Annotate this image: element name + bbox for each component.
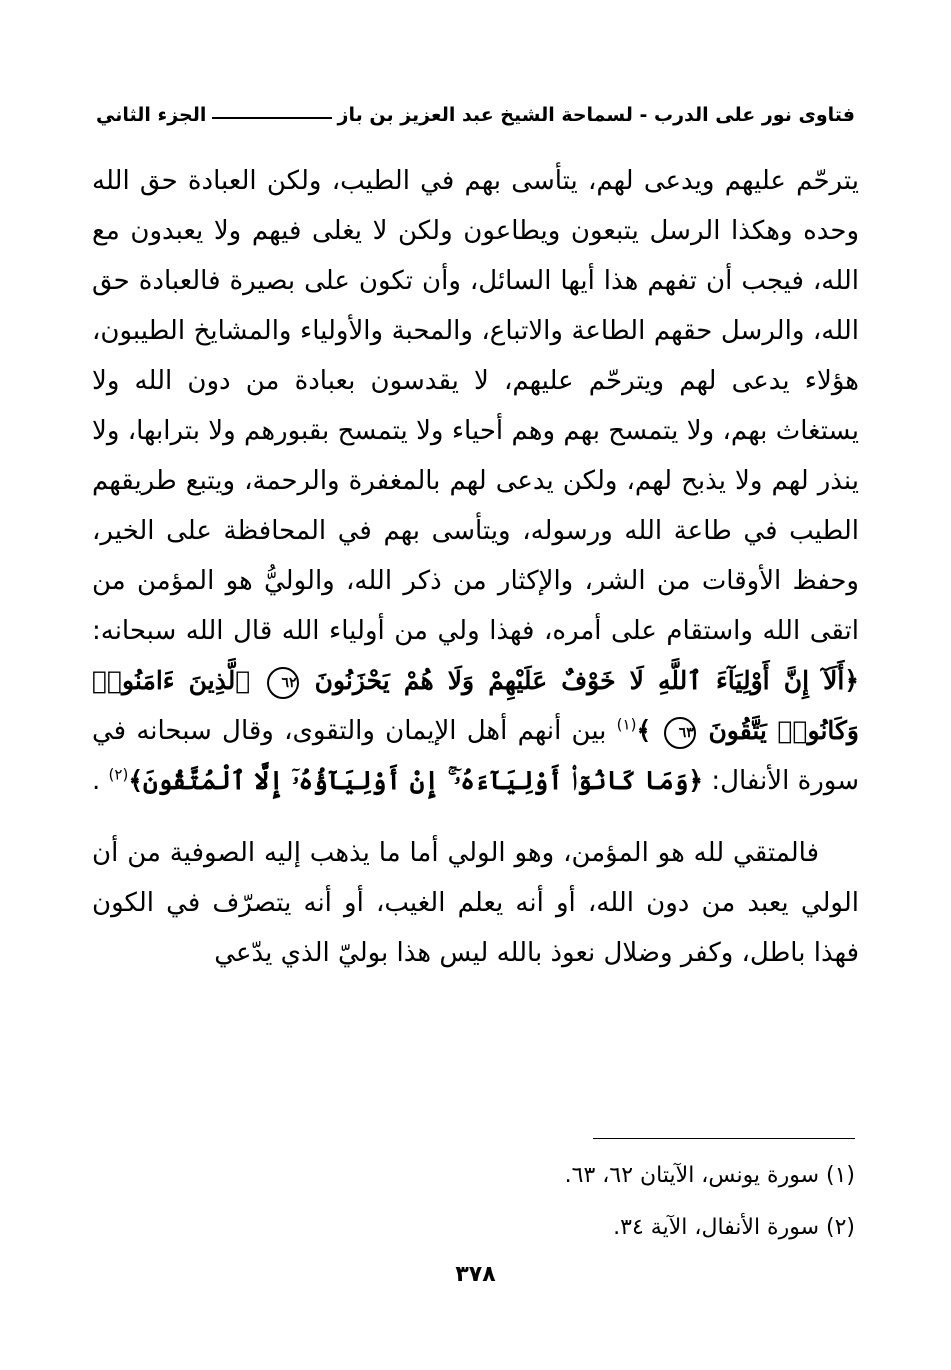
quran-verse-anfal: ﴿وَمَا كَانُوٓا۟ أَوْلِيَآءَهُۥٓ ۚ إِنْ أَوْلِيَآؤُهُۥٓ إِلَّا ٱلْمُتَّقُونَ﴾	[128, 766, 704, 795]
running-header	[96, 98, 855, 132]
footnote-ref-2: (٢)	[108, 765, 129, 784]
paragraph-2: فالمتقي لله هو المؤمن، وهو الولي أما ما يذهب إليه الصوفية من أن الولي يعبد من دون الله، أو أنه يعلم الغيب، أو أنه يتصرّف في الكون فهذا باطل، وكفر وضلال نعوذ بالله ليس هذا بوليّ الذي يدّعي	[92, 838, 859, 968]
quran-close-bracket: ﴾	[636, 716, 652, 745]
header-volume: الجزء الثاني	[96, 104, 207, 126]
paragraph-1-end: .	[92, 766, 101, 796]
ayah-number-62: ٦٢	[267, 667, 299, 699]
paragraph-1	[92, 156, 859, 806]
main-text	[92, 156, 859, 978]
footnote-1: (١) سورة يونس، الآيتان ٦٢، ٦٣.	[564, 1163, 855, 1188]
footnote-separator	[593, 1138, 855, 1139]
ayah-number-63: ٦٣	[664, 717, 696, 749]
page-number: ٣٧٨	[455, 1262, 496, 1287]
quran-verse-part: ﴿أَلَآ إِنَّ أَوْلِيَآءَ ٱللَّهِ لَا خَوْفٌ عَلَيْهِمْ وَلَا هُمْ يَحْزَنُونَ	[314, 666, 859, 695]
header-rule	[212, 117, 331, 119]
header-title: فتاوى نور على الدرب - لسماحة الشيخ عبد العزيز بن باز	[337, 104, 855, 126]
quran-verse-part: ٱلَّذِينَ ءَامَنُوا۟ وَكَانُوا۟ يَتَّقُونَ	[92, 666, 859, 745]
paragraph-1-text: يترحّم عليهم ويدعى لهم، يتأسى بهم في الطيب، ولكن العبادة حق الله وحده وهكذا الرسل يتبعون ويطاعون ولكن لا يغلى فيهم ولا يعبدون مع الله، فيجب أن تفهم هذا أيها السائل، وأن تكون على بصيرة فالعبادة حق الله، والرسل حقهم الطاعة والاتباع، والمحبة والأولياء والمشايخ الطيبون، هؤلاء يدعى لهم ويترحّم عليهم، لا يقدسون بعبادة من دون الله ولا يستغاث بهم، ولا يتمسح بهم وهم أحياء ولا يتمسح بقبورهم ولا بترابها، ولا ينذر لهم ولا يذبح لهم، ولكن يدعى لهم بالمغفرة والرحمة، ويتبع طريقهم الطيب في طاعة الله ورسوله، ويتأسى بهم في المحافظة على الخير، وحفظ الأوقات من الشر، والإكثار من ذكر الله، والوليُّ هو المؤمن من اتقى الله واستقام على أمره، فهذا ولي من أولياء الله قال الله سبحانه:	[92, 166, 859, 646]
footnote-ref-1: (١)	[616, 715, 637, 734]
paragraph-1-continuation: بين أنهم أهل الإيمان والتقوى، وقال سبحانه في سورة الأنفال:	[92, 716, 859, 796]
footnotes	[96, 1150, 855, 1254]
footnote-2: (٢) سورة الأنفال، الآية ٣٤.	[613, 1215, 855, 1240]
